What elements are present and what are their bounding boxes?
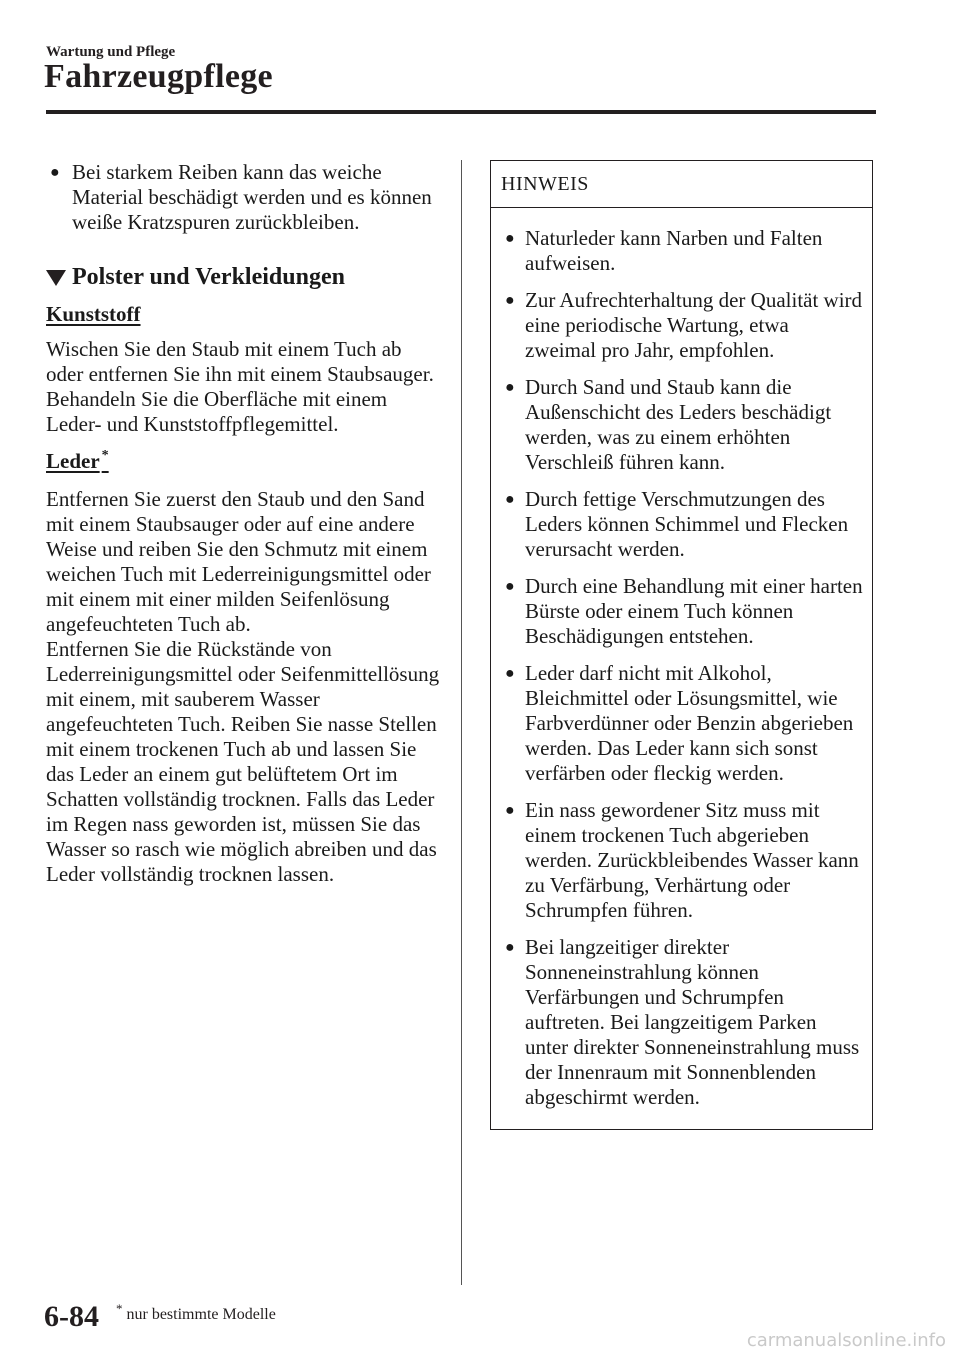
bullet-icon: ● xyxy=(505,802,515,819)
note-item xyxy=(501,798,864,923)
column-divider xyxy=(461,160,462,1285)
left-column xyxy=(46,160,441,887)
bullet-icon: ● xyxy=(505,939,515,956)
note-item-text: Ein nass gewordener Sitz muss mit einem trockenen Tuch abgerieben werden. Zurückbleibendes Wasser kann zu Verfärbung, Verhärtung oder Schrumpfen führen. xyxy=(525,798,859,922)
section-heading-text: Polster und Verkleidungen xyxy=(72,264,345,290)
footer-note xyxy=(116,1301,276,1324)
note-item xyxy=(501,226,864,276)
bullet-icon: ● xyxy=(50,164,60,181)
page-title: Fahrzeugpflege xyxy=(44,58,273,95)
note-item-text: Bei langzeitiger direkter Sonneneinstrahlung können Verfärbungen und Schrumpfen auftreten. Bei langzeitigem Parken unter direkter Sonneneinstrahlung muss der Innenraum mit Sonnenblenden abgeschirmt werden. xyxy=(525,935,860,1109)
note-item-text: Zur Aufrechterhaltung der Qualität wird eine periodische Wartung, etwa zweimal pro Jahr, empfohlen. xyxy=(525,288,863,362)
note-item xyxy=(501,288,864,363)
leder-paragraph-2: Entfernen Sie die Rückstände von Lederreinigungsmittel oder Seifenmittellösung mit einem, mit sauberem Wasser angefeuchteten Tuch. Reiben Sie nasse Stellen mit einem trockenen Tuch ab und lassen Sie das Leder an einem gut belüftetem Ort im Schatten vollständig trocknen. Falls das Leder im Regen nass geworden ist, müssen Sie das Wasser so rasch wie möglich abreiben und das Leder vollständig trocknen lassen. xyxy=(46,637,440,886)
footer-note-text: nur bestimmte Modelle xyxy=(126,1306,276,1323)
note-item xyxy=(501,574,864,649)
note-item-text: Naturleder kann Narben und Falten aufweisen. xyxy=(525,226,823,275)
bullet-icon: ● xyxy=(505,379,515,396)
note-list xyxy=(491,208,872,1110)
kunststoff-heading: Kunststoff xyxy=(46,302,141,326)
note-item xyxy=(501,935,864,1110)
watermark: carmanualsonline.info xyxy=(746,1330,946,1351)
header-rule xyxy=(46,110,876,114)
note-title: HINWEIS xyxy=(491,161,872,208)
bullet-icon: ● xyxy=(505,491,515,508)
bullet-icon: ● xyxy=(505,665,515,682)
bullet-icon: ● xyxy=(505,230,515,247)
leder-paragraph-1: Entfernen Sie zuerst den Staub und den Sand mit einem Staubsauger oder auf eine andere Weise und reiben Sie den Schmutz mit einem weichen Tuch mit Lederreinigungsmittel oder mit einem mit einer milden Seifenlösung angefeuchteten Tuch ab. xyxy=(46,487,431,636)
bullet-icon: ● xyxy=(505,292,515,309)
leder-heading-text: Leder xyxy=(46,449,100,473)
asterisk-icon: * xyxy=(116,1301,123,1316)
page-number: 6-84 xyxy=(44,1300,99,1333)
asterisk-icon: * xyxy=(101,448,109,463)
note-item xyxy=(501,487,864,562)
triangle-marker-icon xyxy=(46,270,66,286)
note-item xyxy=(501,375,864,475)
section-heading xyxy=(46,265,441,290)
note-box xyxy=(490,160,873,1130)
note-item-text: Durch fettige Verschmutzungen des Leders können Schimmel und Flecken verursacht werden. xyxy=(525,487,849,561)
leder-heading xyxy=(46,449,441,477)
kunststoff-paragraph-1: Wischen Sie den Staub mit einem Tuch ab oder entfernen Sie ihn mit einem Staubsauger. xyxy=(46,337,434,386)
note-item-text: Leder darf nicht mit Alkohol, Bleichmittel oder Lösungsmittel, wie Farbverdünner oder Benzin abgerieben werden. Das Leder kann sich sonst verfärben oder fleckig werden. xyxy=(525,661,854,785)
section-label: Wartung und Pflege xyxy=(46,44,176,60)
note-item-text: Durch Sand und Staub kann die Außenschicht des Leders beschädigt werden, was zu einem erhöhten Verschleiß führen kann. xyxy=(525,375,832,474)
list-item xyxy=(46,160,441,235)
intro-bullet-text: Bei starkem Reiben kann das weiche Material beschädigt werden und es können weiße Kratzspuren zurückbleiben. xyxy=(72,160,432,234)
note-item xyxy=(501,661,864,786)
note-item-text: Durch eine Behandlung mit einer harten Bürste oder einem Tuch können Beschädigungen entstehen. xyxy=(525,574,863,648)
bullet-icon: ● xyxy=(505,578,515,595)
kunststoff-paragraph-2: Behandeln Sie die Oberfläche mit einem Leder- und Kunststoffpflegemittel. xyxy=(46,387,388,436)
